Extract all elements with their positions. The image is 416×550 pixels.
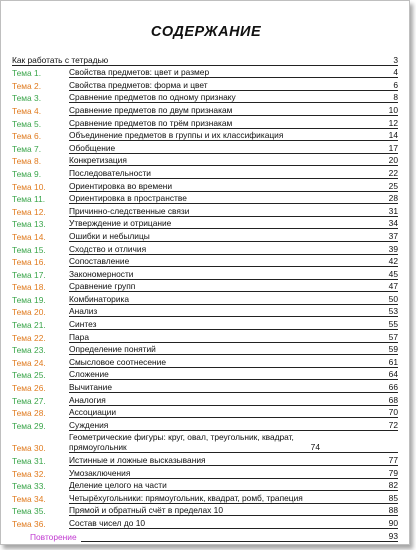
toc-entry-title: Обобщение xyxy=(69,142,116,153)
toc-entry-title: Вычитание xyxy=(69,382,113,393)
toc-row xyxy=(12,368,398,381)
toc-topic-number: Тема 35. xyxy=(12,506,46,517)
toc-entry-page: 72 xyxy=(388,419,398,430)
toc-row xyxy=(12,453,398,466)
toc-entry-page: 68 xyxy=(388,394,398,405)
toc-row xyxy=(12,255,398,268)
toc-row xyxy=(12,267,398,280)
toc-entry-title: Ориентировка во времени xyxy=(69,180,173,191)
toc-entry-page: 57 xyxy=(388,331,398,342)
toc-row xyxy=(12,317,398,330)
toc-topic-number: Тема 21. xyxy=(12,320,46,331)
toc-review-label: Повторение xyxy=(30,531,77,542)
toc-entry-page: 37 xyxy=(388,230,398,241)
toc-entry xyxy=(69,118,398,129)
toc-entry xyxy=(69,294,398,305)
toc-topic-number: Тема 22. xyxy=(12,332,46,343)
toc-topic-number: Тема 12. xyxy=(12,206,46,217)
toc-entry-page: 79 xyxy=(388,467,398,478)
toc-entry xyxy=(69,92,398,103)
toc-entry xyxy=(69,357,398,368)
toc-row xyxy=(12,217,398,230)
toc-entry-page: 14 xyxy=(388,130,398,141)
toc-row xyxy=(12,355,398,368)
toc-topic-number: Тема 13. xyxy=(12,219,46,230)
toc-entry-page: 8 xyxy=(393,92,398,103)
toc-entry-title: Свойства предметов: цвет и размер xyxy=(69,67,210,78)
toc-entry-title: Деление целого на части xyxy=(69,480,167,491)
toc-entry xyxy=(69,206,398,217)
toc-entry-page: 53 xyxy=(388,306,398,317)
toc-entry-title: Сложение xyxy=(69,369,109,380)
toc-entry xyxy=(69,407,398,418)
toc-topic-number: Тема 23. xyxy=(12,345,46,356)
toc-row xyxy=(12,418,398,431)
toc-entry xyxy=(69,306,398,317)
toc-entry-page: 20 xyxy=(388,155,398,166)
toc-entry-title: Суждения xyxy=(69,419,109,430)
toc-entry xyxy=(69,493,398,504)
toc-topic-number: Тема 1. xyxy=(12,68,42,79)
toc-entry-page: 42 xyxy=(388,256,398,267)
toc-entry-title: Геометрические фигуры: круг, овал, треугольник, квадрат, прямоугольник xyxy=(69,432,294,453)
toc-entry-page: 77 xyxy=(388,455,398,465)
toc-topic-number: Тема 14. xyxy=(12,231,46,242)
toc-row xyxy=(12,129,398,142)
toc-entry-page: 10 xyxy=(388,104,398,115)
toc-entry-page: 59 xyxy=(388,344,398,355)
toc-entry-title: Сравнение предметов по двум признакам xyxy=(69,104,233,115)
toc-entry xyxy=(69,181,398,192)
toc-row xyxy=(12,229,398,242)
toc-row xyxy=(12,516,398,529)
toc-topic-number: Тема 8. xyxy=(12,156,42,167)
toc-entry-title: Умозаключения xyxy=(69,467,131,478)
toc-entry-page: 85 xyxy=(388,492,398,503)
toc-entry xyxy=(69,468,398,479)
toc-topic-number: Тема 5. xyxy=(12,118,42,129)
toc-row xyxy=(12,91,398,104)
toc-entry xyxy=(69,281,398,292)
toc-topic-number: Тема 4. xyxy=(12,105,42,116)
toc-entry-page: 28 xyxy=(388,193,398,204)
toc-entry xyxy=(69,395,398,406)
toc-row xyxy=(12,116,398,129)
toc-entry-title: Сравнение предметов по одному признаку xyxy=(69,92,236,103)
toc-entry xyxy=(69,480,398,491)
toc-entry xyxy=(69,319,398,330)
toc-entry-page: 47 xyxy=(388,281,398,292)
toc-entry xyxy=(69,420,398,431)
toc-entry xyxy=(69,369,398,380)
toc-entry-title: Сравнение групп xyxy=(69,281,136,292)
toc-entry xyxy=(69,193,398,204)
toc-row xyxy=(12,103,398,116)
toc-entry xyxy=(69,269,398,280)
toc-entry-page: 39 xyxy=(388,243,398,254)
toc-entry-title: Утверждение и отрицание xyxy=(69,218,172,229)
toc-topic-number: Тема 15. xyxy=(12,244,46,255)
toc-entry-title: Пара xyxy=(69,331,89,342)
toc-entry-title: Сравнение предметов по трём признакам xyxy=(69,117,233,128)
toc-entry xyxy=(69,244,398,255)
toc-row xyxy=(12,53,398,66)
toc-topic-number: Тема 6. xyxy=(12,131,42,142)
toc-entry-page: 93 xyxy=(388,530,398,541)
toc-topic-number: Тема 18. xyxy=(12,282,46,293)
toc-row xyxy=(12,192,398,205)
toc-row xyxy=(12,242,398,255)
toc-entry-title: Истинные и ложные высказывания xyxy=(69,455,206,465)
toc-entry-title: Причинно-следственные связи xyxy=(69,205,190,216)
toc-entry-title: Ориентировка в пространстве xyxy=(69,193,187,204)
toc-topic-number: Тема 24. xyxy=(12,357,46,368)
toc-row xyxy=(12,66,398,79)
toc-topic-number: Тема 34. xyxy=(12,493,46,504)
toc-entry xyxy=(69,505,398,516)
toc-row xyxy=(12,431,398,454)
toc-entry xyxy=(69,432,398,453)
toc-entry-page: 3 xyxy=(393,54,398,65)
toc-entry xyxy=(69,105,398,116)
toc-row xyxy=(12,166,398,179)
toc-topic-number: Тема 2. xyxy=(12,80,42,91)
toc-entry-title: Комбинаторика xyxy=(69,293,130,304)
toc-row xyxy=(12,280,398,293)
toc-entry-page: 34 xyxy=(388,218,398,229)
toc-row xyxy=(12,154,398,167)
toc-entry xyxy=(12,55,398,66)
toc-row xyxy=(12,380,398,393)
toc-entry-page: 74 xyxy=(310,442,320,453)
toc-row xyxy=(12,491,398,504)
toc-entry-page: 6 xyxy=(393,79,398,90)
toc-entry-title: Объединение предметов в группы и их классификация xyxy=(69,130,284,141)
toc-entry-title: Смысловое соотнесение xyxy=(69,356,166,367)
toc-entry xyxy=(69,344,398,355)
toc-entry-page: 70 xyxy=(388,407,398,418)
toc-row xyxy=(12,305,398,318)
toc-topic-number: Тема 31. xyxy=(12,456,46,466)
toc-topic-number: Тема 33. xyxy=(12,481,46,492)
table-of-contents xyxy=(12,53,398,542)
toc-entry-page: 17 xyxy=(388,142,398,153)
toc-entry-page: 61 xyxy=(388,356,398,367)
toc-row xyxy=(12,393,398,406)
toc-topic-number: Тема 11. xyxy=(12,194,46,205)
toc-entry xyxy=(69,80,398,91)
toc-entry-title: Состав чисел до 10 xyxy=(69,517,146,528)
toc-entry-title: Определение понятий xyxy=(69,344,156,355)
toc-topic-number: Тема 28. xyxy=(12,408,46,419)
toc-entry-page: 25 xyxy=(388,180,398,191)
toc-row xyxy=(12,466,398,479)
toc-row xyxy=(12,330,398,343)
toc-entry xyxy=(69,143,398,154)
toc-row xyxy=(12,529,398,542)
toc-entry xyxy=(69,67,398,78)
toc-topic-number: Тема 36. xyxy=(12,518,46,529)
toc-entry xyxy=(69,168,398,179)
toc-topic-number: Тема 3. xyxy=(12,93,42,104)
toc-entry xyxy=(69,256,398,267)
toc-entry-title: Свойства предметов: форма и цвет xyxy=(69,79,208,90)
toc-entry-page: 31 xyxy=(388,205,398,216)
toc-entry xyxy=(69,218,398,229)
toc-topic-number: Тема 26. xyxy=(12,383,46,394)
toc-row xyxy=(12,204,398,217)
toc-topic-number: Тема 30. xyxy=(12,443,46,454)
toc-row xyxy=(12,504,398,517)
toc-entry-title: Аналогия xyxy=(69,394,106,405)
toc-entry-page: 82 xyxy=(388,480,398,491)
toc-entry-page: 66 xyxy=(388,382,398,393)
toc-entry-title: Сопоставление xyxy=(69,256,130,267)
toc-entry-page: 4 xyxy=(393,67,398,78)
toc-row xyxy=(12,78,398,91)
toc-entry-title: Четырёхугольники: прямоугольник, квадрат, ромб, трапеция xyxy=(69,492,303,503)
toc-row xyxy=(12,406,398,419)
toc-entry xyxy=(81,531,398,542)
toc-topic-number: Тема 27. xyxy=(12,395,46,406)
page-title: СОДЕРЖАНИЕ xyxy=(150,24,262,40)
toc-topic-number: Тема 20. xyxy=(12,307,46,318)
toc-entry xyxy=(69,518,398,529)
toc-entry-page: 50 xyxy=(388,293,398,304)
toc-row xyxy=(12,479,398,492)
toc-entry-page: 45 xyxy=(388,268,398,279)
toc-entry-title: Как работать с тетрадью xyxy=(12,54,109,65)
toc-topic-number: Тема 29. xyxy=(12,420,46,431)
toc-topic-number: Тема 16. xyxy=(12,257,46,268)
toc-row xyxy=(12,179,398,192)
toc-entry-title: Закономерности xyxy=(69,268,134,279)
toc-entry-title: Ассоциации xyxy=(69,407,116,418)
toc-entry-page: 88 xyxy=(388,505,398,516)
toc-entry-page: 90 xyxy=(388,517,398,528)
toc-topic-number: Тема 19. xyxy=(12,294,46,305)
toc-entry-title: Конкретизация xyxy=(69,155,127,166)
toc-entry xyxy=(69,130,398,141)
toc-entry xyxy=(69,231,398,242)
toc-entry-title: Сходство и отличия xyxy=(69,243,147,254)
toc-entry-page: 64 xyxy=(388,369,398,380)
toc-entry-title: Прямой и обратный счёт в пределах 10 xyxy=(69,505,223,516)
toc-entry-page: 22 xyxy=(388,167,398,178)
toc-topic-number: Тема 25. xyxy=(12,370,46,381)
toc-row xyxy=(12,343,398,356)
toc-entry-title: Анализ xyxy=(69,306,98,317)
toc-entry xyxy=(69,155,398,166)
toc-row xyxy=(12,141,398,154)
toc-entry xyxy=(69,382,398,393)
toc-topic-number: Тема 7. xyxy=(12,143,42,154)
toc-entry xyxy=(69,455,398,466)
toc-entry-title: Последовательности xyxy=(69,167,151,178)
toc-entry-page: 55 xyxy=(388,319,398,330)
toc-topic-number: Тема 17. xyxy=(12,269,46,280)
toc-entry-title: Ошибки и небылицы xyxy=(69,230,150,241)
toc-entry-title: Синтез xyxy=(69,319,97,330)
toc-topic-number: Тема 9. xyxy=(12,168,42,179)
toc-topic-number: Тема 10. xyxy=(12,181,46,192)
toc-entry-page: 12 xyxy=(388,117,398,128)
toc-topic-number: Тема 32. xyxy=(12,468,46,479)
toc-row xyxy=(12,292,398,305)
toc-entry xyxy=(69,332,398,343)
